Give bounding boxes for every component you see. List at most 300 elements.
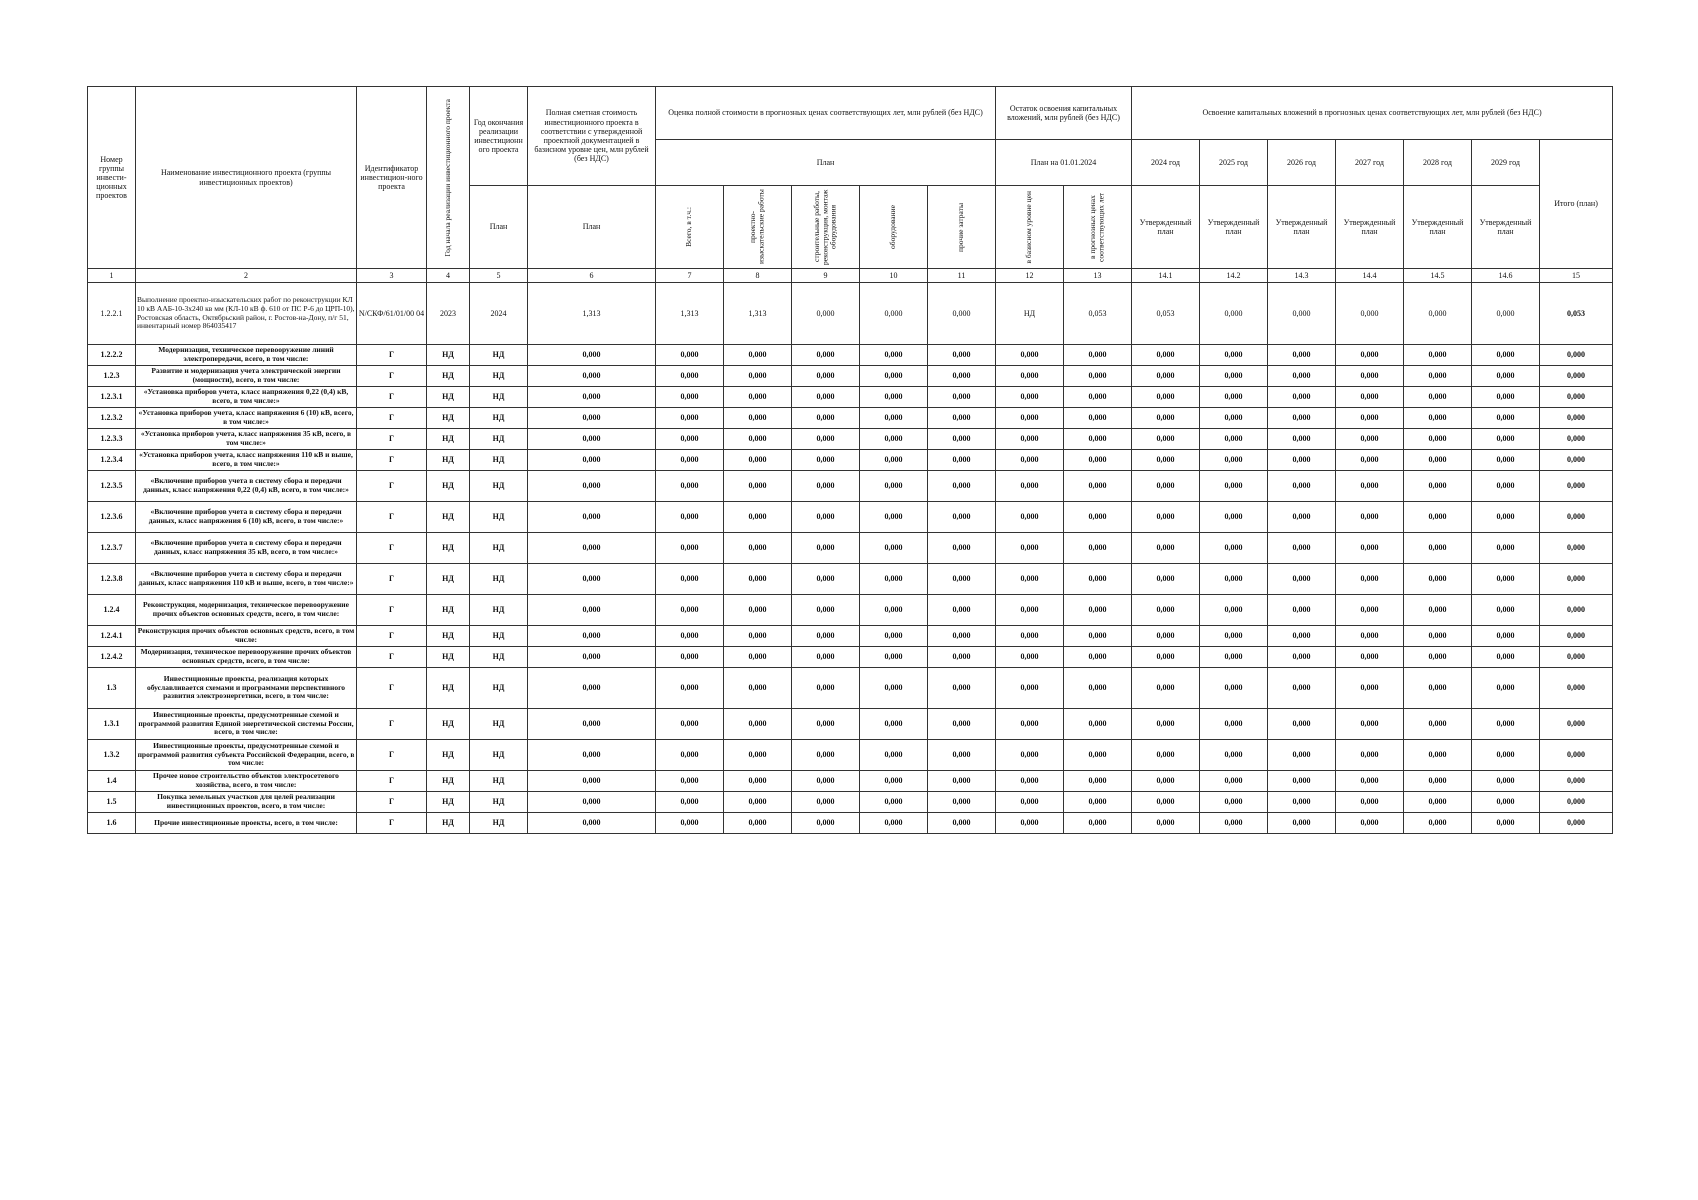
row-value: 0,000 <box>528 792 656 813</box>
row-project-name: «Установка приборов учета, класс напряжения 35 кВ, всего, в том числе:» <box>136 429 357 450</box>
table-row <box>88 647 1613 668</box>
header-end-year-plan: План <box>470 186 528 269</box>
row-project-name: Развитие и модернизация учета электрической энергии (мощности), всего, в том числе: <box>136 366 357 387</box>
row-value: 0,000 <box>1132 533 1200 564</box>
row-project-name: Прочие инвестиционные проекты, всего, в том числе: <box>136 813 357 834</box>
row-group-number: 1.6 <box>88 813 136 834</box>
row-value: 0,000 <box>1472 429 1540 450</box>
row-start-year: НД <box>427 533 470 564</box>
row-value: 0,000 <box>1336 792 1404 813</box>
row-value: 0,000 <box>1472 366 1540 387</box>
row-value: 0,000 <box>1200 595 1268 626</box>
table-row <box>88 429 1613 450</box>
row-value: 0,000 <box>792 668 860 709</box>
column-number: 12 <box>996 269 1064 283</box>
column-number: 14.1 <box>1132 269 1200 283</box>
row-end-year: НД <box>470 450 528 471</box>
row-value: 0,000 <box>1132 813 1200 834</box>
row-value: 0,000 <box>1064 771 1132 792</box>
row-value: 0,000 <box>1268 564 1336 595</box>
row-value: 0,000 <box>656 813 724 834</box>
row-value: 0,000 <box>1064 533 1132 564</box>
row-value: 0,000 <box>724 792 792 813</box>
row-value: 0,000 <box>1200 429 1268 450</box>
column-number: 14.2 <box>1200 269 1268 283</box>
row-value: 0,000 <box>1268 283 1336 345</box>
header-sub-equipment: оборудование <box>888 205 898 249</box>
row-group-number: 1.2.3.4 <box>88 450 136 471</box>
row-value: 0,000 <box>528 471 656 502</box>
row-value: 0,000 <box>528 533 656 564</box>
header-sub-base-cell <box>996 186 1064 269</box>
row-value: 0,000 <box>1404 813 1472 834</box>
row-value: 0,053 <box>1064 283 1132 345</box>
row-value: 0,000 <box>656 564 724 595</box>
header-group-number: Номер группы инвести-ционных проектов <box>88 87 136 269</box>
row-group-number: 1.2.3.3 <box>88 429 136 450</box>
row-value: 0,000 <box>1064 366 1132 387</box>
row-value: 0,000 <box>724 471 792 502</box>
investment-table <box>87 86 1613 834</box>
row-value: 0,000 <box>528 502 656 533</box>
column-number: 5 <box>470 269 528 283</box>
row-value: 0,000 <box>996 345 1064 366</box>
row-value: 0,000 <box>860 450 928 471</box>
row-value: 0,000 <box>1064 502 1132 533</box>
row-end-year: НД <box>470 429 528 450</box>
row-identifier: Г <box>357 387 427 408</box>
row-value: 0,000 <box>656 450 724 471</box>
row-group-number: 1.3 <box>88 668 136 709</box>
row-value: 0,000 <box>1540 771 1613 792</box>
row-end-year: НД <box>470 408 528 429</box>
row-value: 0,000 <box>860 502 928 533</box>
row-value: 0,000 <box>724 771 792 792</box>
row-value: 1,313 <box>528 283 656 345</box>
row-start-year: НД <box>427 626 470 647</box>
header-sub-total-cell <box>656 186 724 269</box>
row-value: 0,000 <box>724 740 792 771</box>
row-value: 0,000 <box>1472 408 1540 429</box>
row-value: 0,000 <box>928 709 996 740</box>
row-value: 0,000 <box>1540 450 1613 471</box>
row-value: 0,000 <box>1268 813 1336 834</box>
row-value: 0,000 <box>1404 450 1472 471</box>
row-value: 0,000 <box>1404 668 1472 709</box>
row-value: 0,000 <box>996 771 1064 792</box>
row-value: 0,000 <box>1336 709 1404 740</box>
column-number-row <box>88 269 1613 283</box>
row-value: 0,000 <box>996 408 1064 429</box>
row-value: 0,000 <box>928 647 996 668</box>
row-project-name: «Включение приборов учета в систему сбора и передачи данных, класс напряжения 35 кВ, всего, в том числе:» <box>136 533 357 564</box>
row-value: 0,000 <box>1200 792 1268 813</box>
row-value: 0,000 <box>1200 709 1268 740</box>
row-group-number: 1.2.3.7 <box>88 533 136 564</box>
column-number: 14.5 <box>1404 269 1472 283</box>
row-value: 0,000 <box>860 647 928 668</box>
table-row <box>88 345 1613 366</box>
row-value: 0,000 <box>928 283 996 345</box>
row-end-year: 2024 <box>470 283 528 345</box>
row-group-number: 1.4 <box>88 771 136 792</box>
row-value: 0,000 <box>928 387 996 408</box>
row-value: 0,000 <box>1472 668 1540 709</box>
row-end-year: НД <box>470 471 528 502</box>
row-value: 0,000 <box>860 792 928 813</box>
row-identifier: Г <box>357 647 427 668</box>
row-value: 0,000 <box>996 387 1064 408</box>
row-value: 0,000 <box>928 771 996 792</box>
row-value: 0,000 <box>1336 471 1404 502</box>
table-row <box>88 408 1613 429</box>
row-value: 0,000 <box>1200 366 1268 387</box>
row-value: 0,000 <box>1200 740 1268 771</box>
row-value: 0,000 <box>656 502 724 533</box>
row-value: 0,000 <box>792 345 860 366</box>
row-value: 0,000 <box>860 626 928 647</box>
row-value: 0,000 <box>656 429 724 450</box>
row-value: 0,000 <box>792 740 860 771</box>
row-value: 0,000 <box>1404 408 1472 429</box>
row-value: НД <box>996 283 1064 345</box>
row-value: 1,313 <box>724 283 792 345</box>
row-identifier: Г <box>357 813 427 834</box>
row-value: 0,000 <box>1404 740 1472 771</box>
row-value: 0,000 <box>928 626 996 647</box>
row-project-name: «Установка приборов учета, класс напряжения 110 кВ и выше, всего, в том числе:» <box>136 450 357 471</box>
row-value: 0,000 <box>1336 813 1404 834</box>
row-value: 0,000 <box>792 771 860 792</box>
row-value: 0,000 <box>792 502 860 533</box>
row-value: 0,000 <box>1064 450 1132 471</box>
column-number: 13 <box>1064 269 1132 283</box>
row-start-year: НД <box>427 709 470 740</box>
row-start-year: НД <box>427 429 470 450</box>
column-number: 2 <box>136 269 357 283</box>
row-value: 0,000 <box>1064 709 1132 740</box>
row-end-year: НД <box>470 366 528 387</box>
header-sub-construction-cell <box>792 186 860 269</box>
row-value: 0,000 <box>724 595 792 626</box>
row-value: 0,000 <box>860 429 928 450</box>
row-identifier: Г <box>357 668 427 709</box>
row-value: 0,000 <box>1472 533 1540 564</box>
row-value: 0,000 <box>1472 813 1540 834</box>
row-value: 0,000 <box>1132 668 1200 709</box>
row-identifier: Г <box>357 792 427 813</box>
row-project-name: «Включение приборов учета в систему сбора и передачи данных, класс напряжения 0,22 (0,4) кВ, всего, в том числе:» <box>136 471 357 502</box>
column-number: 3 <box>357 269 427 283</box>
row-value: 0,000 <box>1472 450 1540 471</box>
row-value: 0,000 <box>792 533 860 564</box>
row-value: 0,000 <box>528 366 656 387</box>
row-value: 0,000 <box>1404 595 1472 626</box>
row-value: 0,000 <box>1540 408 1613 429</box>
row-value: 0,000 <box>792 408 860 429</box>
row-value: 0,000 <box>928 366 996 387</box>
row-value: 0,000 <box>656 595 724 626</box>
row-end-year: НД <box>470 709 528 740</box>
row-value: 0,000 <box>792 429 860 450</box>
row-value: 0,000 <box>1268 792 1336 813</box>
row-value: 0,000 <box>1404 647 1472 668</box>
table-row <box>88 771 1613 792</box>
row-value: 0,000 <box>1132 471 1200 502</box>
header-sub-construction: строительные работы, реконструкция, монтаж оборудования <box>812 189 838 265</box>
row-value: 0,000 <box>528 387 656 408</box>
header-approved-2026: Утвержденный план <box>1268 186 1336 269</box>
row-value: 0,000 <box>1404 366 1472 387</box>
column-number: 8 <box>724 269 792 283</box>
header-end-year: Год окончания реализации инвестиционн ого проекта <box>470 87 528 186</box>
header-sub-design: проектно-изыскательские работы <box>748 189 766 265</box>
header-year-2025: 2025 год <box>1200 140 1268 186</box>
row-value: 0,000 <box>1064 564 1132 595</box>
column-number: 1 <box>88 269 136 283</box>
row-value: 0,000 <box>1472 471 1540 502</box>
row-project-name: Прочее новое строительство объектов электросетевого хозяйства, всего, в том числе: <box>136 771 357 792</box>
row-start-year: НД <box>427 740 470 771</box>
row-end-year: НД <box>470 387 528 408</box>
table-row <box>88 564 1613 595</box>
row-project-name: «Установка приборов учета, класс напряжения 6 (10) кВ, всего, в том числе:» <box>136 408 357 429</box>
row-group-number: 1.5 <box>88 792 136 813</box>
row-value: 0,000 <box>656 792 724 813</box>
row-value: 0,000 <box>1064 387 1132 408</box>
row-group-number: 1.3.1 <box>88 709 136 740</box>
row-value: 0,000 <box>1064 792 1132 813</box>
row-value: 0,000 <box>928 471 996 502</box>
row-value: 0,000 <box>1540 366 1613 387</box>
row-value: 0,000 <box>1540 792 1613 813</box>
row-start-year: НД <box>427 647 470 668</box>
header-project-name: Наименование инвестиционного проекта (группы инвестиционных проектов) <box>136 87 357 269</box>
row-value: 0,000 <box>528 429 656 450</box>
header-identifier: Идентификатор инвестицион-ного проекта <box>357 87 427 269</box>
row-value: 0,000 <box>1268 668 1336 709</box>
row-value: 0,000 <box>792 471 860 502</box>
row-value: 0,000 <box>1540 387 1613 408</box>
row-value: 0,000 <box>996 366 1064 387</box>
row-end-year: НД <box>470 668 528 709</box>
row-value: 0,000 <box>1132 740 1200 771</box>
row-group-number: 1.3.2 <box>88 740 136 771</box>
row-value: 0,000 <box>656 647 724 668</box>
table-row <box>88 595 1613 626</box>
row-group-number: 1.2.4.1 <box>88 626 136 647</box>
header-total: Итого (план) <box>1540 140 1613 269</box>
row-value: 0,000 <box>1064 626 1132 647</box>
row-end-year: НД <box>470 502 528 533</box>
table-row <box>88 533 1613 564</box>
row-value: 0,000 <box>528 408 656 429</box>
row-value: 0,000 <box>1404 283 1472 345</box>
row-value: 0,000 <box>1404 771 1472 792</box>
row-value: 0,000 <box>724 668 792 709</box>
header-sub-other-cell <box>928 186 996 269</box>
row-value: 0,000 <box>928 533 996 564</box>
row-group-number: 1.2.2.2 <box>88 345 136 366</box>
row-value: 0,000 <box>860 771 928 792</box>
row-value: 0,000 <box>928 502 996 533</box>
row-start-year: НД <box>427 771 470 792</box>
header-start-year-cell <box>427 87 470 269</box>
row-identifier: Г <box>357 366 427 387</box>
row-value: 0,000 <box>1540 595 1613 626</box>
table-row <box>88 283 1613 345</box>
row-identifier: Г <box>357 408 427 429</box>
row-value: 0,000 <box>724 345 792 366</box>
row-value: 0,000 <box>1336 408 1404 429</box>
row-value: 0,000 <box>1472 740 1540 771</box>
row-value: 0,000 <box>656 626 724 647</box>
row-value: 0,000 <box>724 647 792 668</box>
row-value: 0,000 <box>1200 345 1268 366</box>
column-number: 6 <box>528 269 656 283</box>
row-value: 0,000 <box>792 792 860 813</box>
row-value: 0,000 <box>1404 429 1472 450</box>
row-value: 0,000 <box>792 595 860 626</box>
row-value: 0,000 <box>1132 429 1200 450</box>
row-identifier: Г <box>357 626 427 647</box>
row-value: 0,000 <box>792 366 860 387</box>
row-value: 0,000 <box>792 564 860 595</box>
column-number: 4 <box>427 269 470 283</box>
row-value: 0,000 <box>724 387 792 408</box>
row-value: 0,000 <box>1540 668 1613 709</box>
header-full-cost: Полная сметная стоимость инвестиционного проекта в соответствии с утвержденной проектной документацией в базисном уровне цен, млн рублей (без НДС) <box>528 87 656 186</box>
row-value: 0,000 <box>1336 740 1404 771</box>
row-end-year: НД <box>470 647 528 668</box>
row-value: 0,000 <box>656 709 724 740</box>
row-value: 0,000 <box>528 450 656 471</box>
row-value: 0,000 <box>724 366 792 387</box>
row-value: 0,000 <box>528 564 656 595</box>
row-identifier: Г <box>357 502 427 533</box>
row-start-year: НД <box>427 813 470 834</box>
header-sub-forecast-prices: в прогнозных ценах соответствующих лет <box>1088 192 1106 262</box>
row-value: 0,000 <box>928 450 996 471</box>
table-row <box>88 471 1613 502</box>
row-end-year: НД <box>470 626 528 647</box>
row-value: 0,000 <box>724 813 792 834</box>
table-row <box>88 387 1613 408</box>
row-identifier: Г <box>357 740 427 771</box>
row-value: 0,000 <box>996 533 1064 564</box>
row-value: 0,000 <box>1132 792 1200 813</box>
row-end-year: НД <box>470 564 528 595</box>
row-value: 0,000 <box>1268 429 1336 450</box>
table-row <box>88 792 1613 813</box>
row-value: 0,000 <box>656 740 724 771</box>
row-value: 0,000 <box>1268 408 1336 429</box>
row-identifier: Г <box>357 533 427 564</box>
row-value: 0,000 <box>928 595 996 626</box>
row-value: 0,000 <box>1268 502 1336 533</box>
row-start-year: НД <box>427 668 470 709</box>
row-value: 0,053 <box>1540 283 1613 345</box>
header-approved-2025: Утвержденный план <box>1200 186 1268 269</box>
row-value: 0,000 <box>860 709 928 740</box>
row-start-year: 2023 <box>427 283 470 345</box>
row-value: 0,000 <box>1200 813 1268 834</box>
row-value: 0,000 <box>1336 387 1404 408</box>
row-value: 0,000 <box>1540 564 1613 595</box>
row-value: 0,000 <box>1268 471 1336 502</box>
row-value: 0,000 <box>1132 450 1200 471</box>
row-value: 0,000 <box>656 771 724 792</box>
row-value: 0,000 <box>528 668 656 709</box>
row-value: 0,000 <box>1200 626 1268 647</box>
row-value: 0,000 <box>1132 564 1200 595</box>
row-value: 0,000 <box>860 471 928 502</box>
row-value: 0,000 <box>1472 595 1540 626</box>
header-approved-2027: Утвержденный план <box>1336 186 1404 269</box>
header-sub-forecast-cell <box>1064 186 1132 269</box>
row-value: 0,000 <box>1404 387 1472 408</box>
row-value: 0,000 <box>528 771 656 792</box>
row-value: 0,000 <box>1064 740 1132 771</box>
row-start-year: НД <box>427 387 470 408</box>
row-value: 0,000 <box>1540 502 1613 533</box>
header-sub-equipment-cell <box>860 186 928 269</box>
row-value: 0,000 <box>860 533 928 564</box>
row-project-name: Покупка земельных участков для целей реализации инвестиционных проектов, всего, в том числе: <box>136 792 357 813</box>
row-value: 0,000 <box>1404 564 1472 595</box>
row-value: 0,000 <box>1472 387 1540 408</box>
row-value: 0,000 <box>996 502 1064 533</box>
row-value: 0,000 <box>1132 502 1200 533</box>
row-value: 0,000 <box>1200 471 1268 502</box>
row-value: 0,000 <box>1268 387 1336 408</box>
header-plan-on-date: План на 01.01.2024 <box>996 140 1132 186</box>
row-value: 0,000 <box>1336 771 1404 792</box>
header-approved-2029: Утвержденный план <box>1472 186 1540 269</box>
row-value: 0,000 <box>996 792 1064 813</box>
row-value: 0,000 <box>996 595 1064 626</box>
row-value: 0,000 <box>996 813 1064 834</box>
row-value: 0,000 <box>792 709 860 740</box>
row-value: 0,000 <box>1268 533 1336 564</box>
row-value: 0,000 <box>1472 709 1540 740</box>
column-number: 9 <box>792 269 860 283</box>
row-value: 0,000 <box>996 709 1064 740</box>
row-value: 0,000 <box>656 471 724 502</box>
table-body <box>88 283 1613 834</box>
row-value: 0,000 <box>996 626 1064 647</box>
row-project-name: Реконструкция, модернизация, техническое перевооружение прочих объектов основных средств, всего, в том числе: <box>136 595 357 626</box>
row-value: 0,000 <box>1404 533 1472 564</box>
row-value: 0,000 <box>1064 471 1132 502</box>
header-sub-design-cell <box>724 186 792 269</box>
row-project-name: Инвестиционные проекты, реализация которых обуславливается схемами и программами перспективного развития электроэнергетики, всего, в том числе: <box>136 668 357 709</box>
row-value: 0,000 <box>528 740 656 771</box>
row-project-name: «Включение приборов учета в систему сбора и передачи данных, класс напряжения 6 (10) кВ, всего, в том числе:» <box>136 502 357 533</box>
row-identifier: Г <box>357 709 427 740</box>
row-value: 0,000 <box>1540 345 1613 366</box>
row-value: 0,000 <box>1472 792 1540 813</box>
row-project-name: Реконструкция прочих объектов основных средств, всего, в том числе: <box>136 626 357 647</box>
row-value: 0,000 <box>656 408 724 429</box>
row-value: 0,000 <box>1472 345 1540 366</box>
row-value: 0,000 <box>1540 813 1613 834</box>
row-value: 0,000 <box>1200 564 1268 595</box>
row-value: 0,000 <box>528 345 656 366</box>
row-value: 0,000 <box>996 450 1064 471</box>
row-value: 0,000 <box>1200 502 1268 533</box>
row-identifier: Г <box>357 471 427 502</box>
